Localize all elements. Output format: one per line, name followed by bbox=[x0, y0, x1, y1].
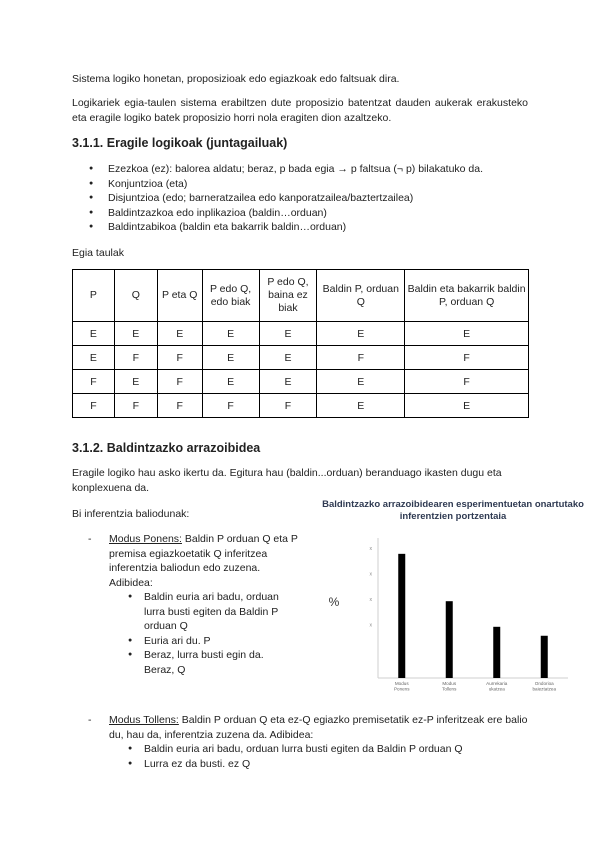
table-cell: F bbox=[114, 394, 157, 418]
table-cell: F bbox=[405, 346, 529, 370]
table-cell: F bbox=[73, 394, 115, 418]
column-header: P edo Q, baina ez biak bbox=[259, 270, 317, 322]
table-cell: E bbox=[405, 394, 529, 418]
chart-bar bbox=[446, 601, 453, 678]
column-header: Baldin eta bakarrik baldin P, orduan Q bbox=[405, 270, 529, 322]
table-cell: F bbox=[259, 394, 317, 418]
table-cell: E bbox=[259, 322, 317, 346]
list-item: ● Beraz, lurra busti egin da. Beraz, Q bbox=[128, 648, 290, 677]
inference-acceptance-chart bbox=[318, 528, 594, 696]
table-cell: E bbox=[114, 322, 157, 346]
table-cell: E bbox=[73, 346, 115, 370]
column-header: Baldin P, orduan Q bbox=[317, 270, 405, 322]
table-cell: F bbox=[405, 370, 529, 394]
table-cell: F bbox=[157, 346, 202, 370]
table-cell: E bbox=[202, 346, 259, 370]
modus-ponens-examples bbox=[128, 590, 290, 677]
table-cell: E bbox=[114, 370, 157, 394]
dash-marker: - bbox=[88, 714, 92, 726]
table-cell: E bbox=[317, 322, 405, 346]
chart-bar bbox=[398, 554, 405, 678]
table-row bbox=[73, 370, 529, 394]
table-cell: E bbox=[259, 370, 317, 394]
list-item: ● Baldintzazkoa edo inplikazioa (baldin…orduan) bbox=[72, 206, 542, 221]
column-header: P edo Q, edo biak bbox=[202, 270, 259, 322]
chart-title: Baldintzazko arrazoibidearen esperimentuetan onartutako inferentzien portzentaia bbox=[322, 499, 584, 522]
y-tick-label: x bbox=[369, 597, 372, 603]
modus-tollens-examples bbox=[128, 742, 528, 771]
table-cell: E bbox=[73, 322, 115, 346]
table-row bbox=[73, 322, 529, 346]
table-cell: F bbox=[317, 346, 405, 370]
list-item: ● Lurra ez da busti. ez Q bbox=[128, 757, 528, 772]
modus-ponens-text: Baldin P orduan Q eta P premisa egiazkoetatik Q inferitzea inferentzia baliodun edo zuzena. Adibidea: bbox=[109, 533, 298, 589]
x-tick-label: Modus Tollens bbox=[442, 681, 457, 692]
table-row bbox=[73, 346, 529, 370]
table-cell: E bbox=[405, 322, 529, 346]
column-header: P eta Q bbox=[157, 270, 202, 322]
table-cell: E bbox=[317, 394, 405, 418]
column-header: Q bbox=[114, 270, 157, 322]
table-cell: E bbox=[317, 370, 405, 394]
list-item: ● Disjuntzioa (edo; barneratzailea edo kanporatzailea/baztertzailea) bbox=[72, 191, 542, 206]
column-header: P bbox=[73, 270, 115, 322]
list-item: ● Baldin euria ari badu, orduan lurra busti egiten da Baldin P orduan Q bbox=[128, 742, 528, 757]
chart-bar bbox=[493, 627, 500, 678]
table-cell: F bbox=[157, 394, 202, 418]
x-tick-label: Ondorioa baieztatzea bbox=[532, 681, 556, 692]
table-row bbox=[73, 394, 529, 418]
intro-paragraph-1: Sistema logiko honetan, proposizioak edo egiazkoak edo faltsuak dira. bbox=[72, 73, 400, 85]
list-item: ● Ezezkoa (ez): balorea aldatu; beraz, p bada egia → p faltsua (¬ p) bilakatuko da. bbox=[72, 162, 542, 177]
conditional-paragraph: Eragile logiko hau asko ikertu da. Egitura hau (baldin...orduan) beranduago ikasten dugu eta konplexuena da. bbox=[72, 467, 502, 494]
table-cell: F bbox=[114, 346, 157, 370]
chart-bar bbox=[541, 636, 548, 678]
table-cell: F bbox=[157, 370, 202, 394]
x-tick-label: Aurrekaria ukatzea bbox=[486, 681, 508, 692]
section-heading-logical-operators: 3.1.1. Eragile logikoak (juntagailuak) bbox=[72, 136, 288, 150]
dash-marker: - bbox=[88, 533, 92, 545]
table-cell: E bbox=[259, 346, 317, 370]
list-item: ● Konjuntzioa (eta) bbox=[72, 177, 542, 192]
y-tick-label: x bbox=[369, 571, 372, 578]
table-header-row bbox=[73, 270, 529, 322]
table-cell: F bbox=[202, 394, 259, 418]
list-item: ● Baldin euria ari badu, orduan lurra busti egiten da Baldin P orduan Q bbox=[128, 590, 290, 634]
truth-table bbox=[72, 269, 529, 418]
intro-paragraph-2: Logikariek egia-taulen sistema erabiltzen dute proposizio batentzat dauden aukerak erakusteko eta eragile logiko batek proposizio horri nola eragiten dion azaltzeko. bbox=[72, 97, 528, 124]
valid-inferences-intro: Bi inferentzia baliodunak: bbox=[72, 508, 190, 520]
section-heading-conditional-reasoning: 3.1.2. Baldintzazko arrazoibidea bbox=[72, 441, 261, 455]
list-item: ● Euria ari du. P bbox=[128, 634, 290, 649]
list-item: ● Baldintzabikoa (baldin eta bakarrik baldin…orduan) bbox=[72, 220, 542, 235]
y-tick-label: x bbox=[369, 546, 372, 552]
y-tick-label: x bbox=[369, 622, 372, 629]
x-tick-label: Modus Ponens bbox=[393, 681, 410, 692]
modus-ponens-term: Modus Ponens: bbox=[109, 533, 182, 545]
table-cell: E bbox=[157, 322, 202, 346]
table-cell: E bbox=[202, 370, 259, 394]
table-cell: E bbox=[202, 322, 259, 346]
modus-tollens-term: Modus Tollens: bbox=[109, 714, 179, 726]
table-cell: F bbox=[73, 370, 115, 394]
chart-ylabel: % bbox=[328, 595, 340, 609]
modus-tollens-text: Baldin P orduan Q eta ez-Q egiazko premisetatik ez-P inferitzeak ere balio du, hau da, inferentzia zuzena da. Adibidea: bbox=[109, 714, 528, 741]
operators-list bbox=[72, 162, 542, 235]
truth-table-caption: Egia taulak bbox=[72, 247, 124, 259]
